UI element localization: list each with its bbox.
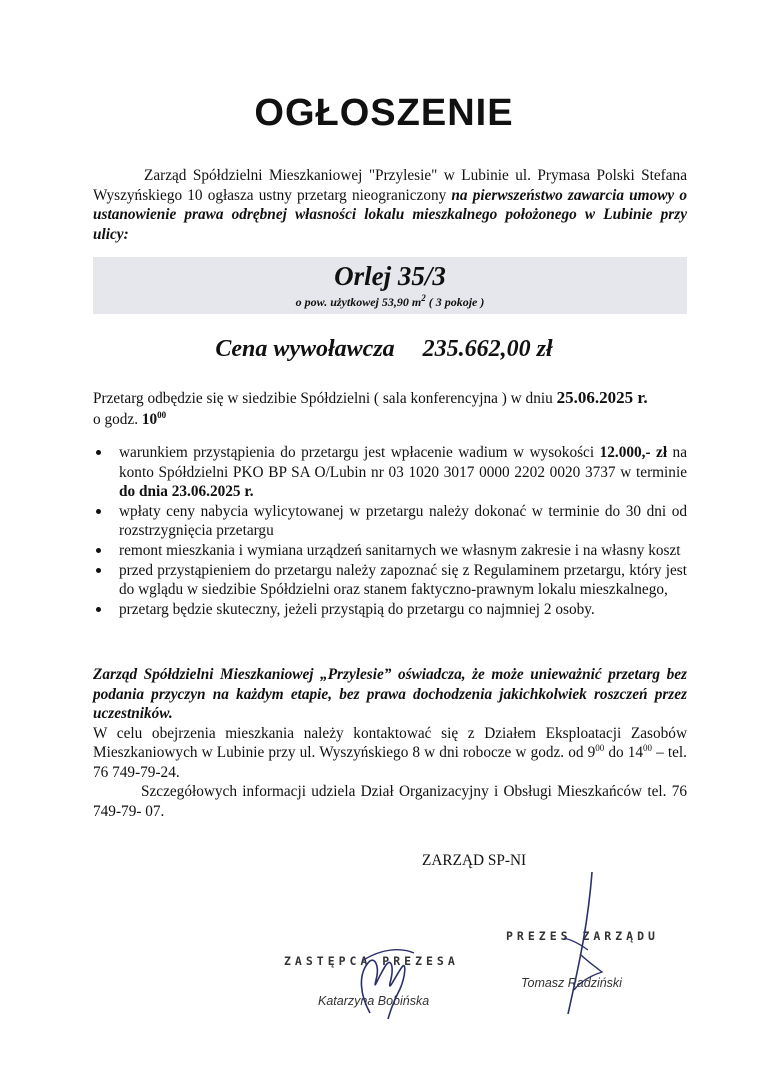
property-area	[93, 295, 687, 310]
property-street: Orlej 35/3	[334, 261, 446, 291]
time-hour: 10	[141, 411, 158, 428]
list-item	[93, 541, 687, 561]
list-item	[93, 443, 687, 502]
venue-text: Przetarg odbędzie się w siedzibie Spółdzielni ( sala konferencyjna ) w dniu	[93, 390, 557, 407]
list-item	[93, 561, 687, 600]
intro-paragraph	[93, 166, 687, 244]
area-unit-sup: 2	[421, 293, 426, 303]
president-name: Tomasz Radziński	[521, 976, 622, 990]
list-item	[93, 600, 687, 620]
property-box	[93, 257, 687, 314]
bullet-icon	[96, 509, 101, 514]
bullet-icon	[96, 548, 101, 553]
page-title: OGŁOSZENIE	[254, 92, 514, 134]
conditions-list	[93, 443, 687, 619]
viewing-until: do 14	[604, 744, 644, 761]
intro-text: Zarząd Spółdzielni Mieszkaniowej "Przylesie" w Lubinie ul. Prymasa Polski Stefana Wyszyńskiego 10 ogłasza ustny przetarg nieograniczony	[93, 167, 687, 204]
price-label: Cena wywoławcza	[215, 336, 395, 362]
vice-president-stamp: ZASTĘPCA PREZESA	[284, 954, 459, 968]
auction-time	[142, 411, 166, 428]
deposit-deadline: do dnia 23.06.2025 r.	[119, 483, 254, 501]
vice-president-signature	[340, 935, 420, 1025]
starting-price	[0, 336, 768, 363]
deposit-account: na konto Spółdzielni PKO BP SA O/Lubin nr 03 1020 3017 0000 2202 0020 3737 w terminie	[119, 444, 687, 481]
deposit-amount: 12.000,- zł	[599, 444, 668, 461]
president-signature	[550, 868, 620, 1018]
viewing-end-min: 00	[643, 742, 653, 753]
bullet-icon	[96, 568, 101, 573]
validity-text: przetarg będzie skuteczny, jeżeli przystąpią do przetargu co najmniej 2 osoby.	[119, 600, 595, 618]
vice-president-name: Katarzyna Bobińska	[318, 994, 430, 1008]
president-stamp: PREZES ZARZĄDU	[506, 929, 659, 943]
deposit-text: warunkiem przystąpienia do przetargu jest wpłacenie wadium w wysokości	[119, 444, 600, 461]
viewing-text: W celu obejrzenia mieszkania należy kontaktować się z Działem Eksploatacji Zasobów Mieszkaniowych w Lubinie przy ul. Wyszyńskiego 8 w dni robocze w godz. od 9	[93, 724, 687, 761]
regulations-text: przed przystąpieniem do przetargu należy zapoznać się z Regulaminem przetargu, który jest do wglądu w siedzibie Spółdzielni oraz stanem faktyczno-prawnym lokalu mieszkalnego,	[119, 561, 687, 599]
declaration-section	[93, 665, 687, 821]
auction-date: 25.06.2025 r.	[556, 388, 648, 407]
viewing-info	[93, 724, 687, 783]
renovation-text: remont mieszkania i wymiana urządzeń sanitarnych we własnym zakresie i na własny koszt	[119, 541, 681, 559]
area-text: o pow. użytkowej 53,90 m	[295, 295, 422, 309]
viewing-start-min: 00	[595, 742, 605, 753]
intro-emphasis: na pierwszeństwo zawarcia umowy o ustanowienie prawa odrębnej własności lokalu mieszkalnego położonego w Lubinie przy ulicy:	[93, 186, 687, 243]
list-item	[93, 502, 687, 541]
viewing-phone: – tel. 76 749-79-24.	[93, 744, 687, 781]
auction-venue	[93, 387, 687, 430]
bullet-icon	[96, 450, 101, 455]
time-minutes: 00	[157, 409, 167, 420]
contact-info: Szczegółowych informacji udziela Dział Organizacyjny i Obsługi Mieszkańców tel. 76 749-79- 07.	[93, 783, 687, 820]
board-label: ZARZĄD SP-NI	[422, 852, 527, 869]
area-rooms: ( 3 pokoje )	[425, 295, 485, 309]
declaration-text: Zarząd Spółdzielni Mieszkaniowej „Przylesie” oświadcza, że może unieważnić przetarg bez podania przyczyn na każdym etapie, bez prawa dochodzenia jakichkolwiek roszczeń przez uczestników.	[93, 666, 687, 722]
time-prefix: o godz.	[93, 411, 142, 428]
bullet-icon	[96, 607, 101, 612]
price-value: 235.662,00 zł	[422, 336, 553, 362]
payment-text: wpłaty ceny nabycia wylicytowanej w przetargu należy dokonać w terminie do 30 dni od rozstrzygnięcia przetargu	[119, 502, 687, 540]
